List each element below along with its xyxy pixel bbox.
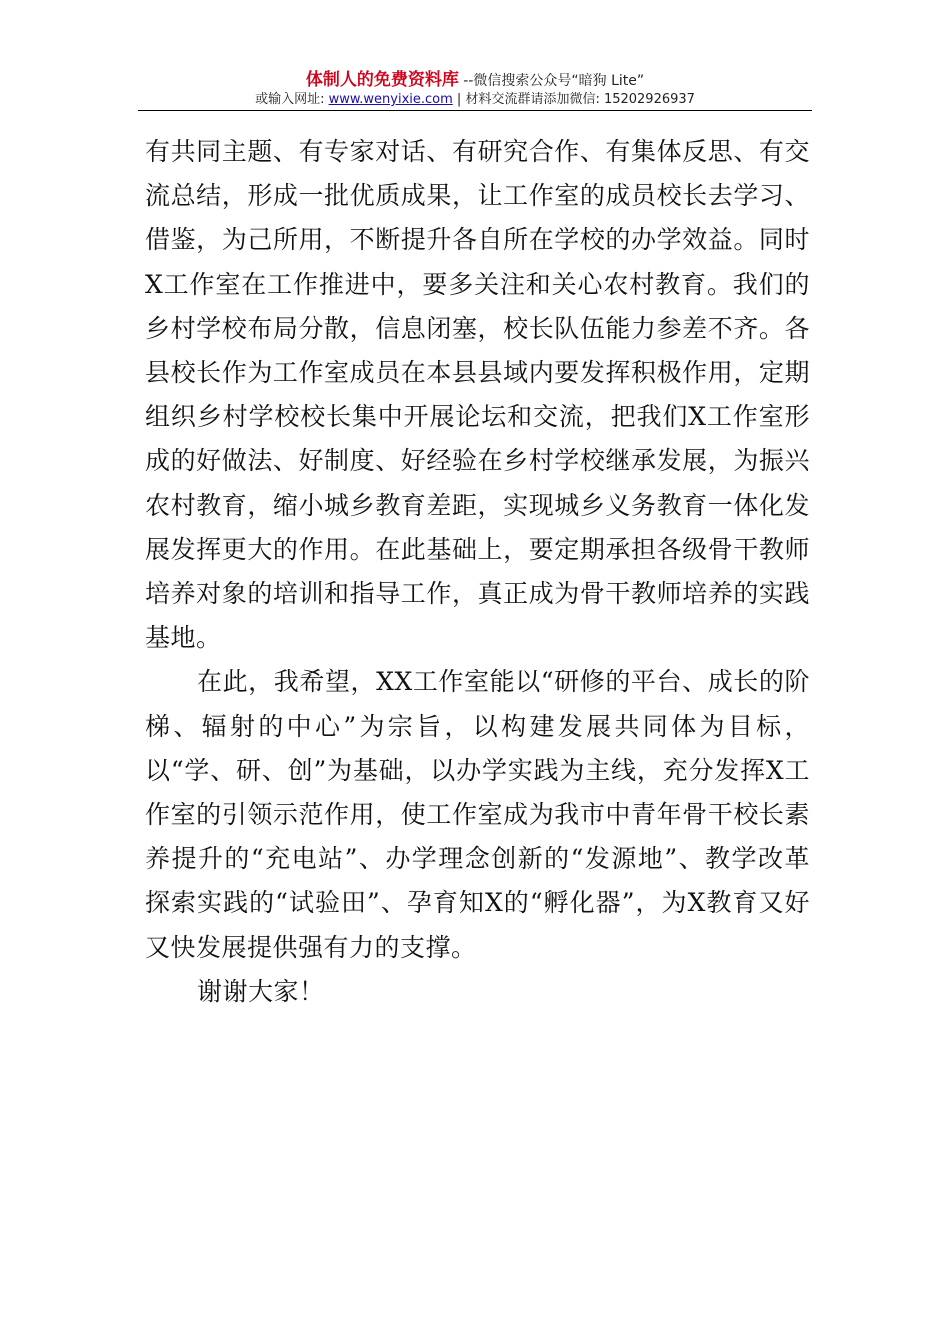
header-contact-suffix: | 材料交流群请添加微信: 15202926937 [452,92,695,107]
body-paragraph: 在此，我希望，XX工作室能以“研修的平台、成长的阶梯、辐射的中心”为宗旨，以构建发展共同体为目标，以“学、研、创”为基础，以办学实践为主线，充分发挥X工作室的引领示范作用，使工作室成为我市中青年骨干校长素养提升的“充电站”、办学理念创新的“发源地”、教学改革探索实践的“试验田”、孕育知X的“孵化器”，为X教育又好又快发展提供强有力的支撑。 [145,667,810,962]
header-divider [138,110,812,111]
header-banner [0,70,950,91]
header-contact [0,91,950,109]
header-url-prefix: 或输入网址: [255,92,329,107]
header-url-link[interactable]: www.wenyixie.com [328,92,453,107]
header-brand: 体制人的免费资料库 [305,70,459,90]
document-body [145,130,810,1014]
body-paragraph: 有共同主题、有专家对话、有研究合作、有集体反思、有交流总结，形成一批优质成果，让工作室的成员校长去学习、借鉴，为己所用，不断提升各自所在学校的办学效益。同时X工作室在工作推进中，要多关注和关心农村教育。我们的乡村学校布局分散，信息闭塞，校长队伍能力参差不齐。各县校长作为工作室成员在本县县域内要发挥积极作用，定期组织乡村学校校长集中开展论坛和交流，把我们X工作室形成的好做法、好制度、好经验在乡村学校继承发展，为振兴农村教育，缩小城乡教育差距，实现城乡义务教育一体化发展发挥更大的作用。在此基础上，要定期承担各级骨干教师培养对象的培训和指导工作，真正成为骨干教师培养的实践基地。 [145,137,810,653]
closing-remark: 谢谢大家！ [197,976,325,1006]
header-brand-suffix: --微信搜索公众号“暗狗 Lite” [458,73,645,89]
